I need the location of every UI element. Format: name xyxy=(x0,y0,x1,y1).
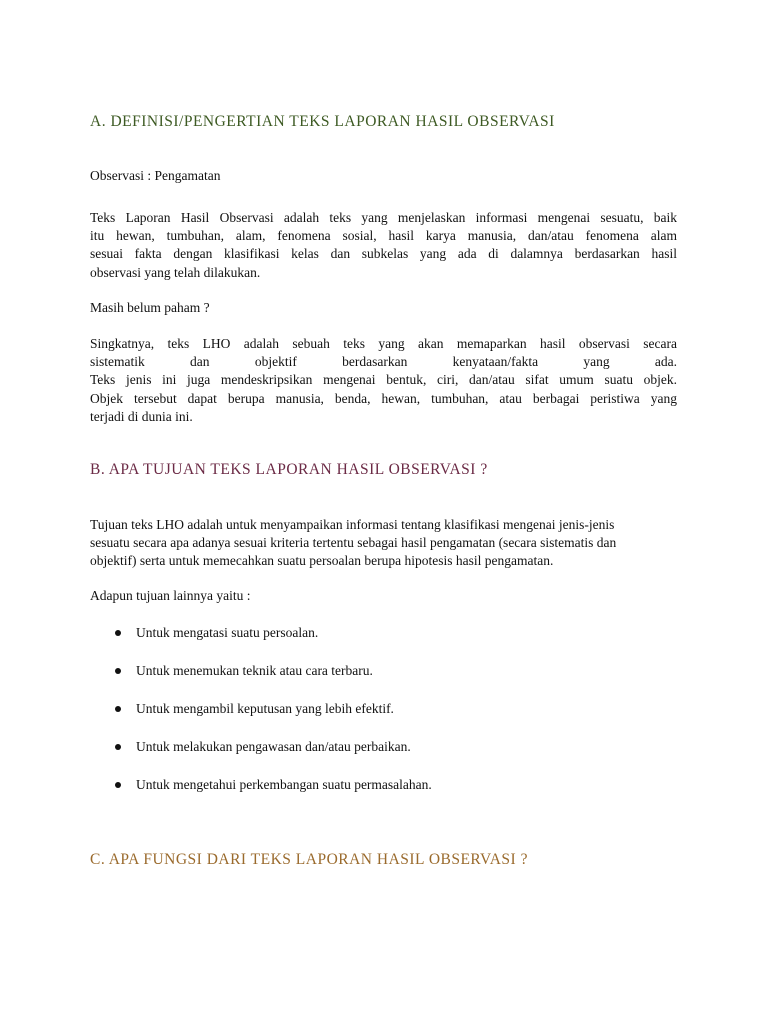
purpose-line: sesuatu secara apa adanya sesuai kriteria tertentu sebagai hasil pengamatan (secara sistematis dan xyxy=(90,535,617,551)
definition-line: itu hewan, tumbuhan, alam, fenomena sosial, hasil karya manusia, dan/atau fenomena alam xyxy=(90,228,677,244)
summary-line: Objek tersebut dapat berupa manusia, benda, hewan, tumbuhan, atau berbagai peristiwa yang xyxy=(90,390,677,406)
list-item-text: Untuk mengetahui perkembangan suatu permasalahan. xyxy=(136,777,432,792)
purpose-line: Tujuan teks LHO adalah untuk menyampaikan informasi tentang klasifikasi mengenai jenis-jenis xyxy=(90,517,615,532)
summary-line: Teks jenis ini juga mendeskripsikan mengenai bentuk, ciri, dan/atau sifat umum suatu objek. xyxy=(90,372,677,388)
other-purposes-intro-text: Adapun tujuan lainnya yaitu : xyxy=(90,588,251,603)
purpose-paragraph xyxy=(90,516,677,571)
bullet-icon xyxy=(115,668,121,674)
bullet-icon xyxy=(115,744,121,750)
summary-paragraph xyxy=(90,335,677,426)
section-a-heading: A. DEFINISI/PENGERTIAN TEKS LAPORAN HASIL OBSERVASI xyxy=(90,113,555,130)
definition-paragraph xyxy=(90,209,677,282)
list-item xyxy=(90,738,677,776)
bullet-icon xyxy=(115,706,121,712)
definition-line: observasi yang telah dilakukan. xyxy=(90,264,261,280)
summary-line: terjadi di dunia ini. xyxy=(90,408,193,424)
question-paragraph xyxy=(90,299,677,317)
purpose-bullet-list xyxy=(90,624,677,814)
observasi-definition-line xyxy=(90,167,677,185)
section-b-heading: B. APA TUJUAN TEKS LAPORAN HASIL OBSERVASI ? xyxy=(90,461,488,478)
bullet-icon xyxy=(115,630,121,636)
summary-line: sistematik dan objektif berdasarkan kenyataan/fakta yang ada. xyxy=(90,354,677,370)
purpose-line: objektif) serta untuk memecahkan suatu persoalan berupa hipotesis hasil pengamatan. xyxy=(90,553,554,569)
definition-line: sesuai fakta dengan klasifikasi kelas dan subkelas yang ada di dalamnya berdasarkan hasil xyxy=(90,246,677,262)
list-item-text: Untuk mengatasi suatu persoalan. xyxy=(136,625,319,640)
summary-line: Singkatnya, teks LHO adalah sebuah teks yang akan memaparkan hasil observasi secara xyxy=(90,336,677,351)
other-purposes-intro xyxy=(90,587,677,605)
bullet-icon xyxy=(115,782,121,788)
list-item xyxy=(90,624,677,662)
list-item xyxy=(90,700,677,738)
list-item xyxy=(90,776,677,814)
section-c-heading: C. APA FUNGSI DARI TEKS LAPORAN HASIL OBSERVASI ? xyxy=(90,851,528,868)
list-item-text: Untuk mengambil keputusan yang lebih efektif. xyxy=(136,701,394,716)
question-text: Masih belum paham ? xyxy=(90,300,210,315)
list-item xyxy=(90,662,677,700)
list-item-text: Untuk melakukan pengawasan dan/atau perbaikan. xyxy=(136,739,411,754)
list-item-text: Untuk menemukan teknik atau cara terbaru. xyxy=(136,663,373,678)
observasi-text: Observasi : Pengamatan xyxy=(90,168,221,183)
definition-line: Teks Laporan Hasil Observasi adalah teks yang menjelaskan informasi mengenai sesuatu, baik xyxy=(90,210,677,225)
